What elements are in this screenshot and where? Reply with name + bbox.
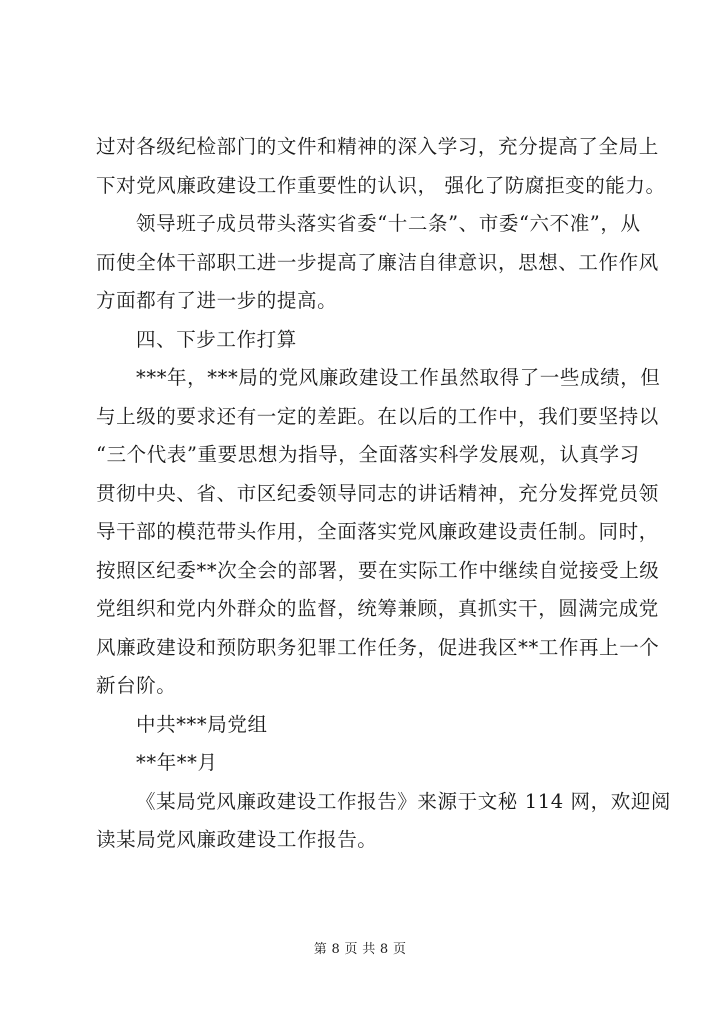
source-note-line: 读某局党风廉政建设工作报告。 — [96, 828, 378, 851]
body-line: 新台阶。 — [96, 674, 177, 697]
signature-date: **年**月 — [136, 751, 218, 774]
body-line: “三个代表”重要思想为指导，全面落实科学发展观，认真学习 — [96, 443, 640, 466]
body-line: 领导班子成员带头落实省委“十二条”、市委“六不准”，从 — [136, 212, 641, 235]
signature-organization: 中共***局党组 — [136, 712, 268, 736]
body-line: 贯彻中央、省、市区纪委领导同志的讲话精神，充分发挥党员领 — [96, 481, 659, 505]
body-line: 风廉政建设和预防职务犯罪工作任务，促进我区**工作再上一个 — [96, 635, 660, 659]
body-line: ***年，***局的党风廉政建设工作虽然取得了一些成绩，但 — [136, 366, 661, 389]
body-line: 与上级的要求还有一定的差距。在以后的工作中，我们要坚持以 — [96, 404, 659, 428]
body-line: 下对党风廉政建设工作重要性的认识， 强化了防腐拒变的能力。 — [96, 173, 666, 197]
source-note-line: 《某局党风廉政建设工作报告》来源于文秘 114 网，欢迎阅 — [136, 789, 672, 813]
page-number-footer: 第 8 页 共 8 页 — [313, 942, 407, 957]
body-line: 按照区纪委**次全会的部署，要在实际工作中继续自觉接受上级 — [96, 558, 660, 582]
body-line: 过对各级纪检部门的文件和精神的深入学习，充分提高了全局上 — [96, 135, 659, 158]
body-line: 方面都有了进一步的提高。 — [96, 289, 338, 312]
body-line: 导干部的模范带头作用，全面落实党风廉政建设责任制。同时， — [96, 520, 659, 543]
section-heading: 四、下步工作打算 — [136, 327, 297, 351]
body-line: 而使全体干部职工进一步提高了廉洁自律意识，思想、工作作风 — [96, 250, 659, 274]
body-line: 党组织和党内外群众的监督，统筹兼顾，真抓实干，圆满完成党 — [96, 597, 659, 620]
document-body — [96, 128, 672, 860]
